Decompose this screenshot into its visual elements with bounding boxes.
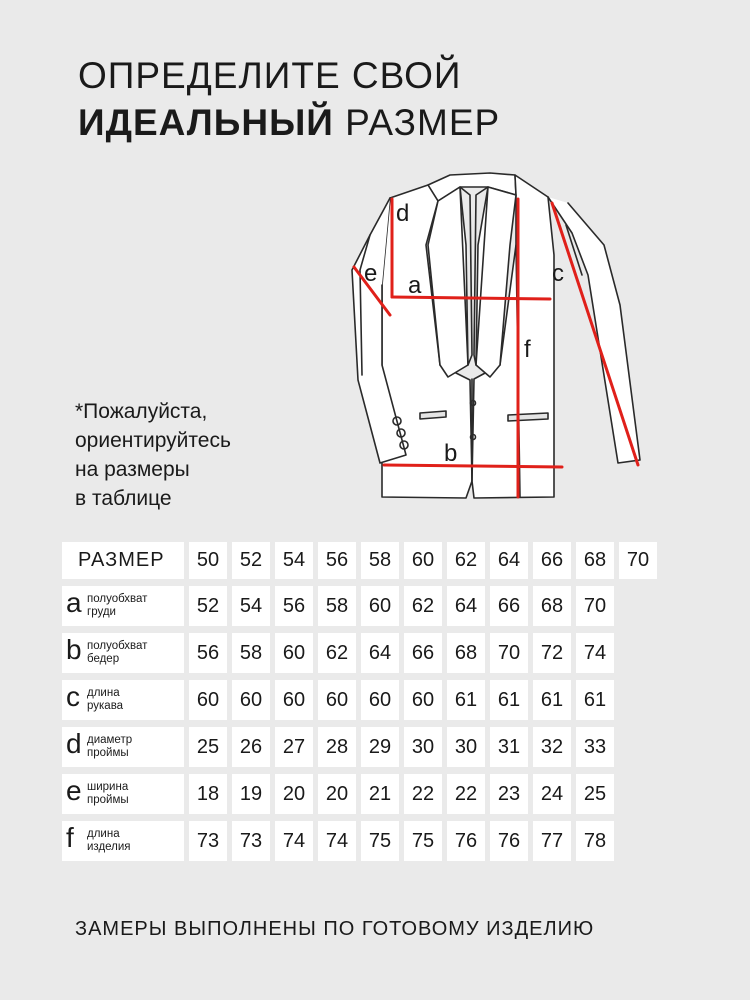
label-e: e bbox=[364, 260, 378, 287]
table-cell: 68 bbox=[533, 586, 576, 633]
table-cell: 19 bbox=[232, 774, 275, 821]
table-row bbox=[62, 586, 662, 633]
measure-line-b bbox=[384, 465, 562, 467]
measurement-label-wrap bbox=[62, 822, 184, 854]
measurement-name-line-1: длина bbox=[87, 828, 120, 840]
table-cell: 66 bbox=[490, 586, 533, 633]
table-cell bbox=[619, 633, 662, 680]
footer-note: ЗАМЕРЫ ВЫПОЛНЕНЫ ПО ГОТОВОМУ ИЗДЕЛИЮ bbox=[75, 918, 595, 940]
measurement-name-line-2: проймы bbox=[87, 747, 129, 759]
measurement-letter: b bbox=[66, 634, 82, 665]
title-rest: РАЗМЕР bbox=[333, 102, 501, 143]
table-cell: 52 bbox=[189, 586, 232, 633]
table-row bbox=[62, 633, 662, 680]
table-cell: 24 bbox=[533, 774, 576, 821]
note-line-1: *Пожалуйста, bbox=[75, 400, 208, 423]
size-table bbox=[62, 542, 662, 868]
table-row bbox=[62, 680, 662, 727]
measurement-letter: f bbox=[66, 822, 74, 853]
table-cell: 76 bbox=[447, 821, 490, 868]
table-cell: 60 bbox=[361, 680, 404, 727]
table-header-row bbox=[62, 542, 662, 586]
table-cell: 75 bbox=[361, 821, 404, 868]
size-header-cell: 62 bbox=[447, 542, 490, 586]
table-cell: 60 bbox=[275, 633, 318, 680]
table-cell: 74 bbox=[318, 821, 361, 868]
page-title bbox=[78, 52, 500, 146]
measurement-name bbox=[87, 828, 131, 854]
table-cell: 25 bbox=[189, 727, 232, 774]
title-line-2 bbox=[78, 99, 500, 146]
measurement-name-line-2: бедер bbox=[87, 653, 120, 665]
title-line-1: ОПРЕДЕЛИТЕ СВОЙ bbox=[78, 55, 462, 96]
table-cell: 60 bbox=[361, 586, 404, 633]
measurement-label-wrap bbox=[62, 775, 184, 807]
measurement-label bbox=[62, 680, 189, 727]
table-cell: 62 bbox=[404, 586, 447, 633]
label-d: d bbox=[396, 200, 410, 227]
size-note bbox=[75, 397, 231, 513]
table-cell: 30 bbox=[404, 727, 447, 774]
table-cell: 64 bbox=[361, 633, 404, 680]
size-header-cell: 56 bbox=[318, 542, 361, 586]
measurement-label-wrap bbox=[62, 634, 184, 666]
table-cell: 70 bbox=[576, 586, 619, 633]
table-cell: 60 bbox=[318, 680, 361, 727]
measurement-name-line-1: диаметр bbox=[87, 734, 133, 746]
table-cell: 20 bbox=[275, 774, 318, 821]
note-line-4: в таблице bbox=[75, 487, 172, 510]
table-cell: 61 bbox=[447, 680, 490, 727]
measurement-label-wrap bbox=[62, 681, 184, 713]
jacket-measurement-diagram bbox=[340, 165, 680, 510]
table-cell: 23 bbox=[490, 774, 533, 821]
table-cell: 73 bbox=[189, 821, 232, 868]
table-cell bbox=[619, 727, 662, 774]
table-cell: 74 bbox=[576, 633, 619, 680]
table-cell: 60 bbox=[232, 680, 275, 727]
table-cell: 27 bbox=[275, 727, 318, 774]
table-cell: 54 bbox=[232, 586, 275, 633]
measurement-name-line-1: полуобхват bbox=[87, 593, 148, 605]
table-cell: 66 bbox=[404, 633, 447, 680]
size-header-cell: 54 bbox=[275, 542, 318, 586]
measurement-label-wrap bbox=[62, 728, 184, 760]
size-header-cell: 50 bbox=[189, 542, 232, 586]
title-bold-word: ИДЕАЛЬНЫЙ bbox=[78, 102, 334, 143]
measurement-letter: a bbox=[66, 587, 82, 618]
table-cell: 61 bbox=[576, 680, 619, 727]
table-cell: 62 bbox=[318, 633, 361, 680]
table-cell: 61 bbox=[533, 680, 576, 727]
size-header-cell: 70 bbox=[619, 542, 662, 586]
table-cell bbox=[619, 680, 662, 727]
table-cell: 58 bbox=[318, 586, 361, 633]
table-cell: 61 bbox=[490, 680, 533, 727]
table-cell: 60 bbox=[189, 680, 232, 727]
table-cell: 20 bbox=[318, 774, 361, 821]
table-cell: 25 bbox=[576, 774, 619, 821]
table-cell: 60 bbox=[404, 680, 447, 727]
measurement-label bbox=[62, 821, 189, 868]
measurement-letter: d bbox=[66, 728, 82, 759]
table-cell: 21 bbox=[361, 774, 404, 821]
table-cell: 31 bbox=[490, 727, 533, 774]
table-cell: 58 bbox=[232, 633, 275, 680]
table-cell: 56 bbox=[189, 633, 232, 680]
label-b: b bbox=[444, 440, 458, 467]
measurement-letter: e bbox=[66, 775, 82, 806]
note-line-3: на размеры bbox=[75, 458, 190, 481]
table-cell: 73 bbox=[232, 821, 275, 868]
table-cell: 18 bbox=[189, 774, 232, 821]
table-cell: 22 bbox=[404, 774, 447, 821]
size-header-cell: 64 bbox=[490, 542, 533, 586]
measurement-letter: c bbox=[66, 681, 80, 712]
table-cell: 30 bbox=[447, 727, 490, 774]
measurement-name bbox=[87, 593, 147, 619]
measurement-label-wrap bbox=[62, 587, 184, 619]
table-cell: 74 bbox=[275, 821, 318, 868]
measurement-name-line-2: груди bbox=[87, 606, 116, 618]
measurement-name-line-2: изделия bbox=[87, 841, 131, 853]
measurement-name-line-2: рукава bbox=[87, 700, 124, 712]
table-cell bbox=[619, 586, 662, 633]
size-header-label: РАЗМЕР bbox=[62, 542, 189, 586]
measurement-name-line-1: длина bbox=[87, 687, 120, 699]
label-c: c bbox=[552, 260, 564, 287]
measurement-label bbox=[62, 586, 189, 633]
table-cell: 76 bbox=[490, 821, 533, 868]
table-cell: 60 bbox=[275, 680, 318, 727]
table-cell: 77 bbox=[533, 821, 576, 868]
table-cell bbox=[619, 774, 662, 821]
table-cell: 28 bbox=[318, 727, 361, 774]
measurement-label bbox=[62, 774, 189, 821]
table-cell: 22 bbox=[447, 774, 490, 821]
table-cell: 26 bbox=[232, 727, 275, 774]
measurement-name-line-2: проймы bbox=[87, 794, 129, 806]
table-cell: 29 bbox=[361, 727, 404, 774]
table-cell: 68 bbox=[447, 633, 490, 680]
size-header-cell: 66 bbox=[533, 542, 576, 586]
table-cell: 56 bbox=[275, 586, 318, 633]
label-f: f bbox=[524, 336, 531, 363]
table-cell bbox=[619, 821, 662, 868]
measurement-name-line-1: ширина bbox=[87, 781, 129, 793]
note-line-2: ориентируйтесь bbox=[75, 429, 231, 452]
table-cell: 64 bbox=[447, 586, 490, 633]
size-header-cell: 52 bbox=[232, 542, 275, 586]
measurement-label bbox=[62, 727, 189, 774]
size-header-cell: 58 bbox=[361, 542, 404, 586]
measurement-label bbox=[62, 633, 189, 680]
measurement-name-line-1: полуобхват bbox=[87, 640, 148, 652]
measurement-name bbox=[87, 687, 123, 713]
table-cell: 72 bbox=[533, 633, 576, 680]
table-cell: 32 bbox=[533, 727, 576, 774]
measurement-name bbox=[87, 781, 129, 807]
table-cell: 33 bbox=[576, 727, 619, 774]
measurement-name bbox=[87, 640, 147, 666]
table-cell: 75 bbox=[404, 821, 447, 868]
measurement-name bbox=[87, 734, 132, 760]
table-row bbox=[62, 821, 662, 868]
table-row bbox=[62, 727, 662, 774]
table-row bbox=[62, 774, 662, 821]
label-a: a bbox=[408, 272, 422, 299]
size-header-cell: 68 bbox=[576, 542, 619, 586]
table-cell: 78 bbox=[576, 821, 619, 868]
size-header-cell: 60 bbox=[404, 542, 447, 586]
table-cell: 70 bbox=[490, 633, 533, 680]
